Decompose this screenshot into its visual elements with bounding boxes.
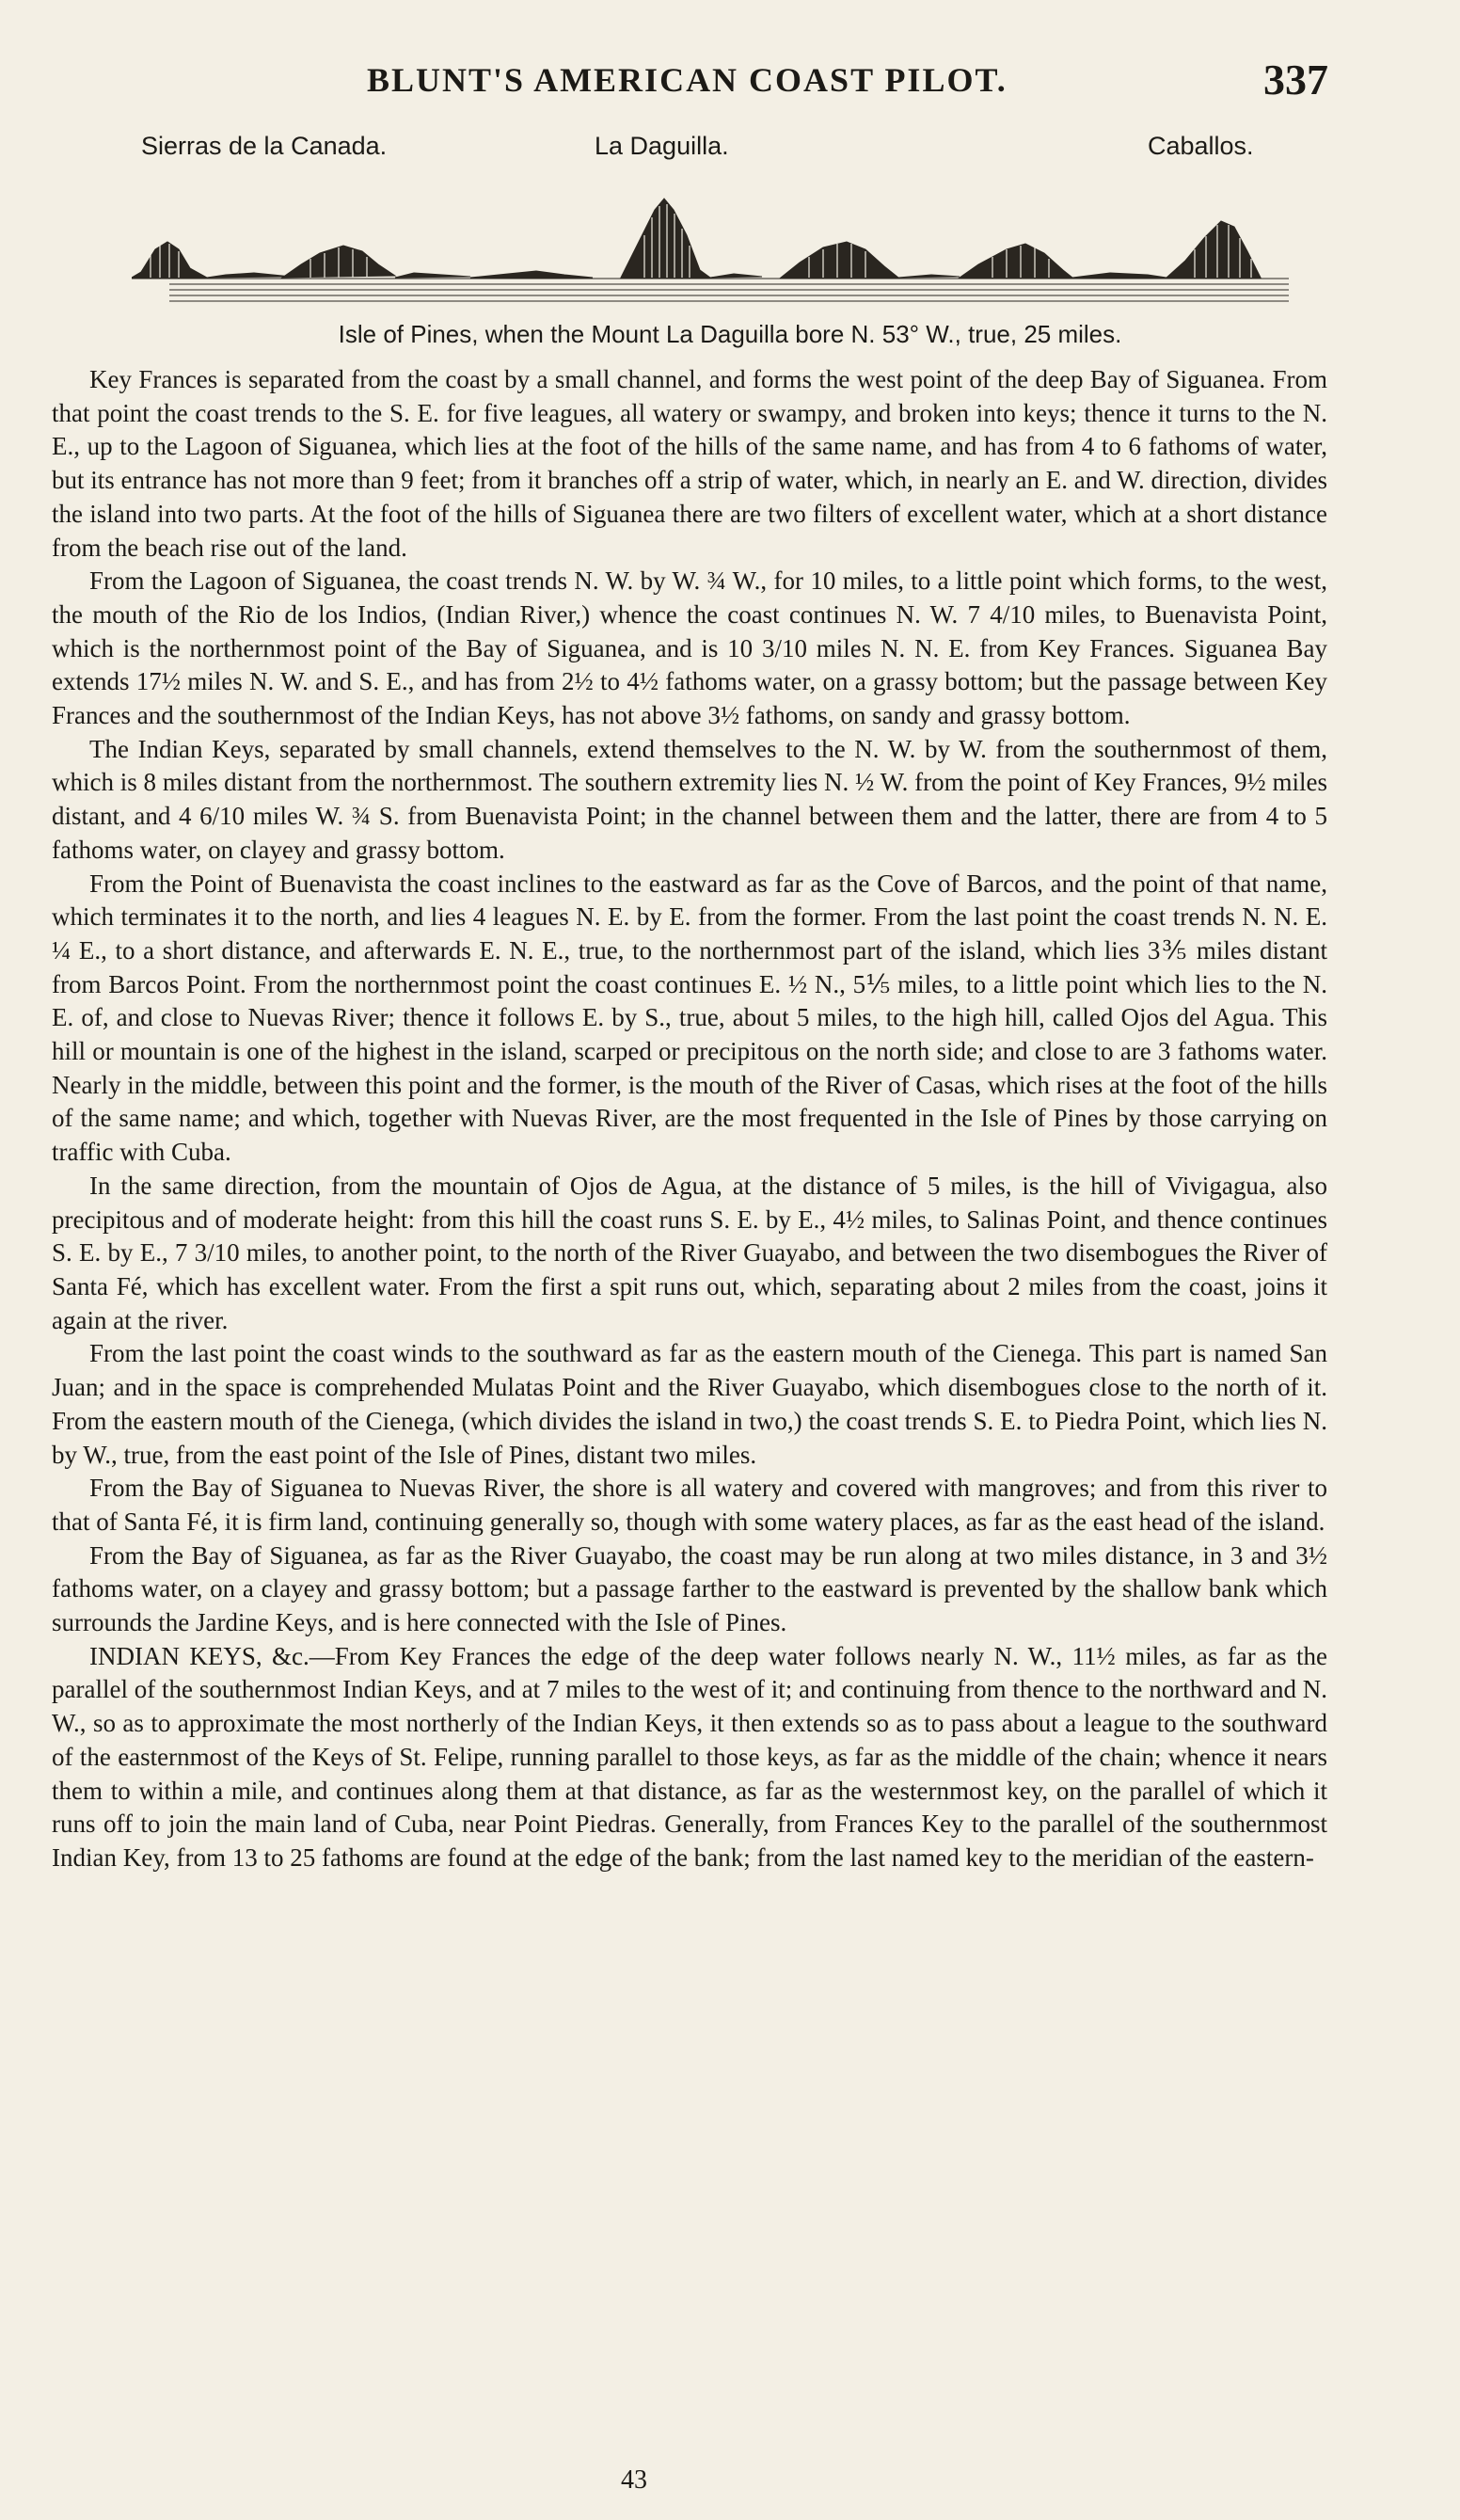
page-number: 337 bbox=[1263, 56, 1328, 104]
profile-caption: Isle of Pines, when the Mount La Daguilla bore N. 53° W., true, 25 miles. bbox=[338, 320, 1122, 348]
coastal-profile-labels bbox=[0, 132, 1460, 169]
paragraph: From the last point the coast winds to the southward as far as the eastern mouth of the Cienega. This part is named San Juan; and in the space is comprehended Mulatas Point and the River Guayabo, which disembogues close to the north of it. From the eastern mouth of the Cienega, (which divides the island in two,) the coast trends S. E. to Piedra Point, which lies N. by W., true, from the east point of the Isle of Pines, distant two miles. bbox=[52, 1339, 1327, 1469]
signature-mark: 43 bbox=[621, 2465, 647, 2495]
paragraph: From the Bay of Siguanea, as far as the River Guayabo, the coast may be run along at two miles distance, in 3 and 3½ fathoms water, on a clayey and grassy bottom; but a passage farther to the eastward is prevented by the shallow bank which surrounds the Jardine Keys, and is here connected with the Isle of Pines. bbox=[52, 1540, 1327, 1637]
paragraph: From the Lagoon of Siguanea, the coast trends N. W. by W. ¾ W., for 10 miles, to a little point which forms, to the west, the mouth of the Rio de los Indios, (Indian River,) whence the coast continues N. W. 7 4/10 miles, to Buenavista Point, which is the northernmost point of the Bay of Siguanea, and is 10 3/10 miles N. N. E. from Key Frances. Siguanea Bay extends 17½ miles N. W. and S. E., and has from 2½ to 4½ fathoms water, on a grassy bottom; but the passage between Key Frances and the southernmost of the Indian Keys, has not above 3½ fathoms, on sandy and grassy bottom. bbox=[52, 566, 1327, 730]
body-text bbox=[52, 363, 1327, 1875]
hill-silhouettes bbox=[132, 199, 1261, 278]
paragraph: The Indian Keys, separated by small channels, extend themselves to the N. W. by W. from the southernmost of them, which is 8 miles distant from the northernmost. The southern extremity lies N. ½ W. from the point of Key Frances, 9½ miles distant, and 4 6/10 miles W. ¾ S. from Buenavista Point; in the channel between them and the latter, there are from 4 to 5 fathoms water, on clayey and grassy bottom. bbox=[52, 734, 1327, 864]
paragraph: In the same direction, from the mountain of Ojos de Agua, at the distance of 5 miles, is the hill of Vivigagua, also precipitous and of moderate height: from this hill the coast runs S. E. by E., 4½ miles, to Salinas Point, and thence continues S. E. by E., 7 3/10 miles, to another point, to the north of the River Guayabo, and between the two disembogues the River of Santa Fé, which has excellent water. From the first a spit runs out, which, separating about 2 miles from the coast, joins it again at the river. bbox=[52, 1171, 1327, 1334]
paragraph: From the Bay of Siguanea to Nuevas River, the shore is all watery and covered with mangroves; and from this river to that of Santa Fé, it is firm land, continuing generally so, though with some watery places, as far as the east head of the island. bbox=[52, 1474, 1327, 1536]
profile-label-sierras: Sierras de la Canada. bbox=[141, 132, 388, 160]
profile-label-daguilla: La Daguilla. bbox=[595, 132, 729, 160]
running-head: BLUNT'S AMERICAN COAST PILOT. bbox=[367, 61, 1008, 99]
paragraph: From the Point of Buenavista the coast inclines to the eastward as far as the Cove of Barcos, and the point of that name, which terminates it to the north, and lies 4 leagues N. E. by E. from the former. From the last point the coast trends N. N. E. ¼ E., to a short distance, and afterwards E. N. E., true, to the northernmost part of the island, which lies 3⅗ miles distant from Barcos Point. From the northernmost point the coast continues E. ½ N., 5⅕ miles, to a little point which lies to the N. E. of, and close to Nuevas River; thence it follows E. by S., true, about 5 miles, to the high hill, called Ojos del Agua. This hill or mountain is one of the highest in the island, scarped or precipitous on the north side; and close to are 3 fathoms water. Nearly in the middle, between this point and the former, is the mouth of the River of Casas, which rises at the foot of the hills of the same name; and which, together with Nuevas River, are the most frequented in the Isle of Pines by those carrying on traffic with Cuba. bbox=[52, 869, 1327, 1167]
page-header bbox=[0, 55, 1460, 111]
profile-label-caballos: Caballos. bbox=[1148, 132, 1254, 160]
sea-lines bbox=[132, 279, 1289, 301]
paragraph: INDIAN KEYS, &c.—From Key Frances the edge of the deep water follows nearly N. W., 11½ miles, as far as the parallel of the southernmost Indian Keys, and at 7 miles to the west of it; and continuing from thence to the northward and N. W., so as to approximate the most northerly of the Indian Keys, it then extends so as to pass about a league to the southward of the easternmost of the Keys of St. Felipe, running parallel to those keys, as far as the middle of the chain; whence it nears them to within a mile, and continues along them at that distance, as far as the westernmost key, on the parallel of which it runs off to join the main land of Cuba, near Point Piedras. Generally, from Frances Key to the parallel of the southernmost Indian Key, from 13 to 25 fathoms are found at the edge of the bank; from the last named key to the meridian of the eastern- bbox=[52, 1641, 1327, 1872]
coastal-profile-illustration bbox=[132, 183, 1289, 306]
paragraph: Key Frances is separated from the coast by a small channel, and forms the west point of the deep Bay of Siguanea. From that point the coast trends to the S. E. for five leagues, all watery or swampy, and broken into keys; thence it turns to the N. E., up to the Lagoon of Siguanea, which lies at the foot of the hills of the same name, and has from 4 to 6 fathoms of water, but its entrance has not more than 9 feet; from it branches off a strip of water, which, in nearly an E. and W. direction, divides the island into two parts. At the foot of the hills of Siguanea there are two filters of excellent water, which at a short distance from the beach rise out of the land. bbox=[52, 365, 1327, 562]
